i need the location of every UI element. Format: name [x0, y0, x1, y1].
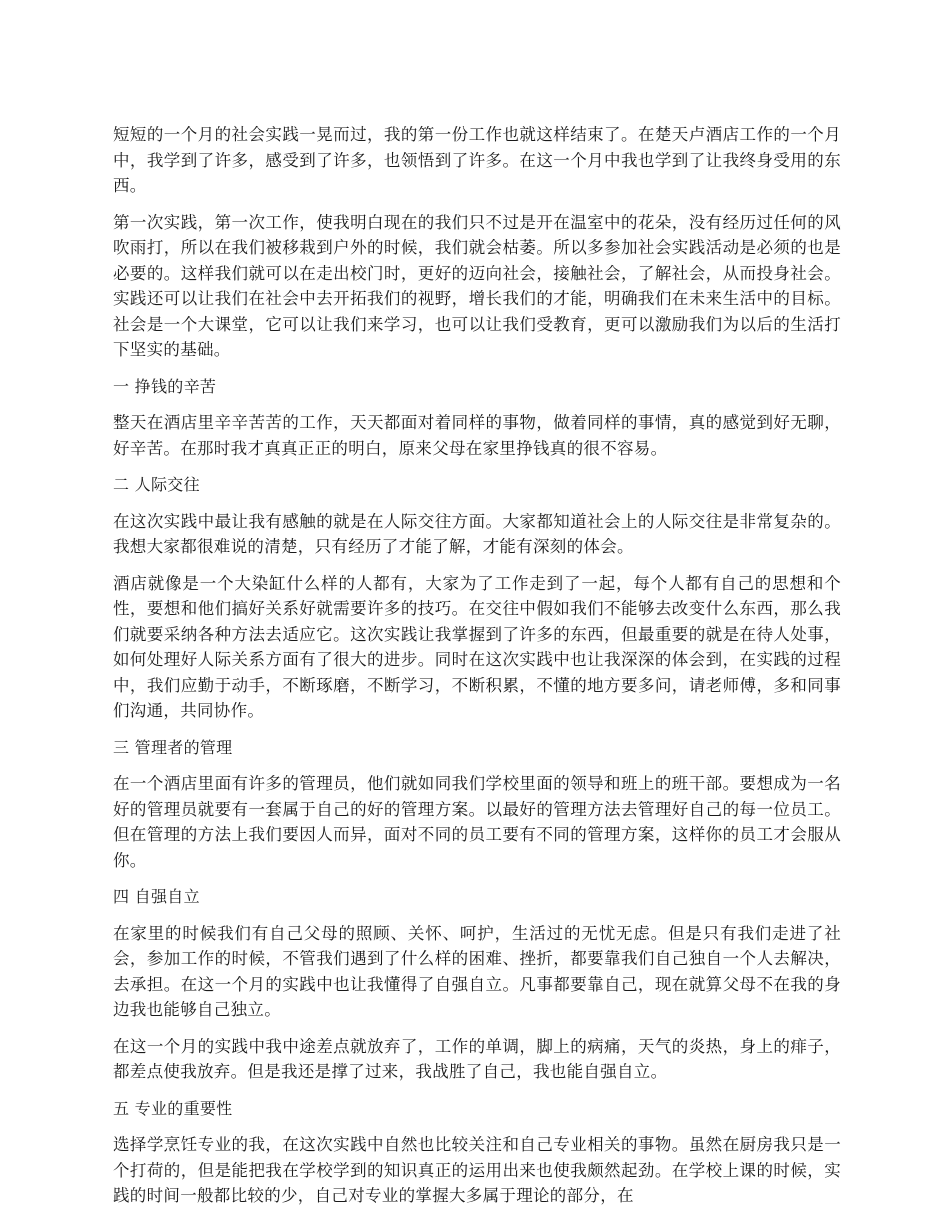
section-heading-3: 三 管理者的管理: [113, 737, 233, 757]
section-heading-1: 一 挣钱的辛苦: [113, 376, 217, 396]
section-heading-4: 四 自强自立: [113, 887, 200, 906]
paragraph-first-practice: 第一次实践，第一次工作，使我明白现在的我们只不过是开在温室中的花朵，没有经历过任何的风吹雨打，所以在我们被移栽到户外的时候，我们就会枯萎。所以多参加社会实践活动是必须的也是必要的。这样我们就可以在走出校门时，更好的迈向社会，接触社会，了解社会，从而投身社会。实践还可以让我们在社会中去开拓我们的视野，增长我们的才能，明确我们在未来生活中的目标。社会是一个大课堂，它可以让我们来学习，也可以让我们受教育，更可以激励我们为以后的生活打下坚实的基础。: [113, 212, 841, 359]
document-page: [113, 122, 841, 1220]
section-heading-5: 五 专业的重要性: [113, 1098, 233, 1118]
paragraph-major-importance: 选择学烹饪专业的我，在这次实践中自然也比较关注和自己专业相关的事物。虽然在厨房我只是一个打荷的，但是能把我在学校学到的知识真正的运用出来也使我颇然起劲。在学校上课的时候，实践的时间一般都比较的少，自己对专业的掌握大多属于理论的部分，在: [113, 1135, 841, 1205]
paragraph-interpersonal-2: 酒店就像是一个大染缸什么样的人都有，大家为了工作走到了一起，每个人都有自己的思想和个性，要想和他们搞好关系好就需要许多的技巧。在交往中假如我们不能够去改变什么东西，那么我们就要采纳各种方法去适应它。这次实践让我掌握到了许多的东西，但最重要的就是在待人处事，如何处理好人际关系方面有了很大的进步。同时在这次实践中也让我深深的体会到，在实践的过程中，我们应勤于动手，不断琢磨，不断学习，不断积累，不懂的地方要多问，请老师傅，多和同事们沟通，共同协作。: [113, 573, 841, 720]
paragraph-earning-money: 整天在酒店里辛辛苦苦的工作，天天都面对着同样的事物，做着同样的事情，真的感觉到好无聊，好辛苦。在那时我才真真正正的明白，原来父母在家里挣钱真的很不容易。: [113, 413, 841, 458]
paragraph-management: 在一个酒店里面有许多的管理员，他们就如同我们学校里面的领导和班上的班干部。要想成为一名好的管理员就要有一套属于自己的好的管理方案。以最好的管理方法去管理好自己的每一位员工。但在管理的方法上我们要因人而异，面对不同的员工要有不同的管理方案，这样你的员工才会服从你。: [113, 774, 841, 870]
paragraph-self-reliance-1: 在家里的时候我们有自己父母的照顾、关怀、呵护，生活过的无忧无虑。但是只有我们走进了社会，参加工作的时候，不管我们遇到了什么样的困难、挫折，都要靠我们自己独自一个人去解决，去承担。在这一个月的实践中也让我懂得了自强自立。凡事都要靠自己，现在就算父母不在我的身边我也能够自己独立。: [113, 923, 841, 1019]
paragraph-self-reliance-2: 在这一个月的实践中我中途差点就放弃了，工作的单调，脚上的病痛，天气的炎热，身上的痱子，都差点使我放弃。但是我还是撑了过来，我战胜了自己，我也能自强自立。: [113, 1036, 841, 1081]
section-heading-2: 二 人际交往: [113, 475, 200, 494]
paragraph-interpersonal-1: 在这次实践中最让我有感触的就是在人际交往方面。大家都知道社会上的人际交往是非常复杂的。我想大家都很难说的清楚，只有经历了才能了解，才能有深刻的体会。: [113, 511, 841, 556]
paragraph-intro: 短短的一个月的社会实践一晃而过，我的第一份工作也就这样结束了。在楚天卢酒店工作的一个月中，我学到了许多，感受到了许多，也领悟到了许多。在这一个月中我也学到了让我终身受用的东西。: [113, 125, 841, 195]
